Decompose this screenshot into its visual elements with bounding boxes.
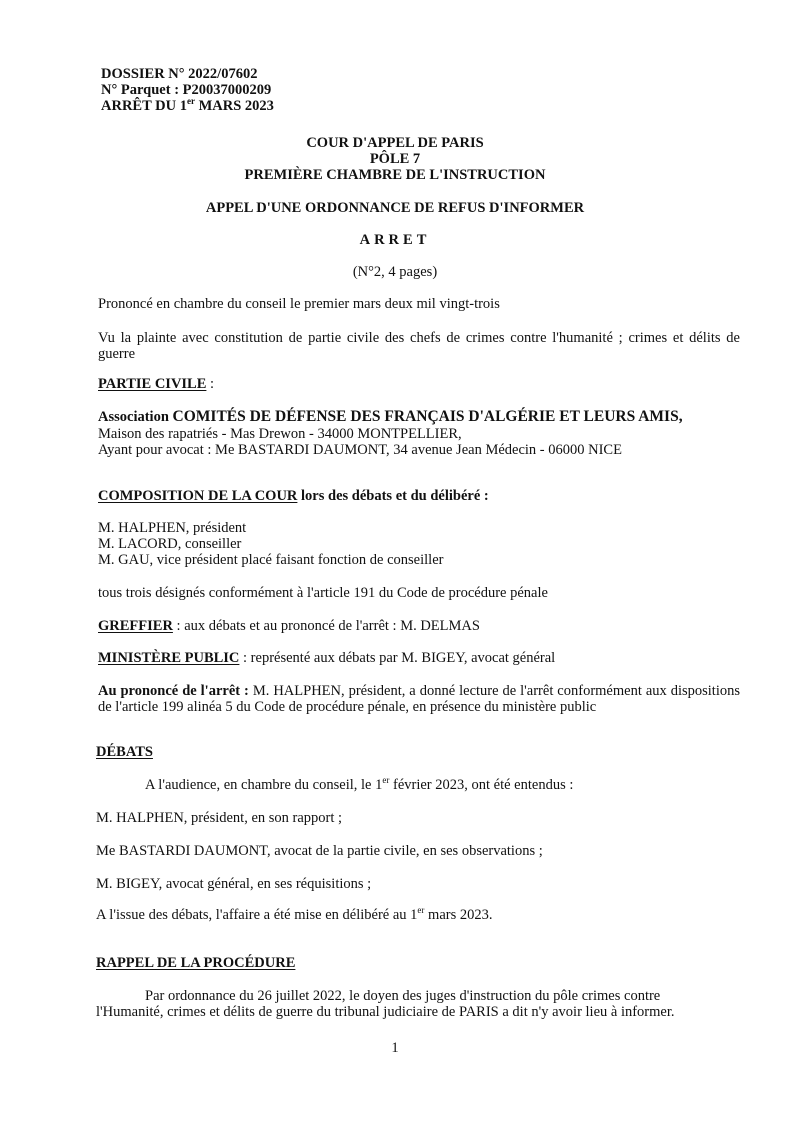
page-count: (N°2, 4 pages) bbox=[352, 264, 438, 280]
association-avocat: Ayant pour avocat : Me BASTARDI DAUMONT, 34 avenue Jean Médecin - 06000 NICE bbox=[98, 442, 622, 458]
association-name: Association COMITÉS DE DÉFENSE DES FRANÇAIS D'ALGÉRIE ET LEURS AMIS, bbox=[98, 408, 683, 425]
debats-item: Me BASTARDI DAUMONT, avocat de la partie civile, en ses observations ; bbox=[96, 843, 543, 859]
court-chamber: PREMIÈRE CHAMBRE DE L'INSTRUCTION bbox=[244, 167, 546, 183]
court-pole: PÔLE 7 bbox=[369, 151, 421, 167]
composition-note: tous trois désignés conformément à l'article 191 du Code de procédure pénale bbox=[98, 585, 548, 601]
association-address: Maison des rapatriés - Mas Drewon - 34000 MONTPELLIER, bbox=[98, 426, 462, 442]
arret-date: ARRÊT DU 1er MARS 2023 bbox=[101, 96, 274, 114]
case-subject: APPEL D'UNE ORDONNANCE DE REFUS D'INFORMER bbox=[205, 200, 585, 216]
debats-item: M. BIGEY, avocat général, en ses réquisitions ; bbox=[96, 876, 372, 892]
court-member: M. GAU, vice président placé faisant fonction de conseiller bbox=[98, 552, 444, 568]
prononce-line: Prononcé en chambre du conseil le premier mars deux mil vingt-trois bbox=[98, 296, 500, 312]
dossier-number: DOSSIER N° 2022/07602 bbox=[101, 66, 258, 82]
composition-heading: COMPOSITION DE LA COUR lors des débats et du délibéré : bbox=[98, 488, 489, 504]
greffier-line: GREFFIER : aux débats et au prononcé de l'arrêt : M. DELMAS bbox=[98, 618, 480, 634]
audience-line: A l'audience, en chambre du conseil, le 1er février 2023, ont été entendus : bbox=[145, 775, 574, 793]
rappel-line: l'Humanité, crimes et délits de guerre du tribunal judiciaire de PARIS a dit n'y avoir lieu à informer. bbox=[96, 1004, 675, 1020]
court-member: M. LACORD, conseiller bbox=[98, 536, 242, 552]
court-name: COUR D'APPEL DE PARIS bbox=[306, 135, 484, 151]
parquet-number: N° Parquet : P20037000209 bbox=[101, 82, 272, 98]
document-title: ARRET bbox=[359, 232, 431, 248]
page-number: 1 bbox=[391, 1040, 399, 1056]
ministere-public-line: MINISTÈRE PUBLIC : représenté aux débats par M. BIGEY, avocat général bbox=[98, 650, 556, 666]
partie-civile-heading: PARTIE CIVILE : bbox=[98, 376, 215, 392]
rappel-line: Par ordonnance du 26 juillet 2022, le doyen des juges d'instruction du pôle crimes contre bbox=[145, 988, 661, 1004]
court-member: M. HALPHEN, président bbox=[98, 520, 247, 536]
debats-item: M. HALPHEN, président, en son rapport ; bbox=[96, 810, 343, 826]
plainte-paragraph: Vu la plainte avec constitution de partie civile des chefs de crimes contre l'humanité ; crimes et délits de guerre bbox=[98, 330, 740, 362]
debats-heading: DÉBATS bbox=[96, 744, 153, 760]
prononce-arret-paragraph: Au prononcé de l'arrêt : M. HALPHEN, président, a donné lecture de l'arrêt conformément aux dispositions de l'article 199 alinéa 5 du Code de procédure pénale, en présence du ministère public bbox=[98, 683, 741, 715]
rappel-heading: RAPPEL DE LA PROCÉDURE bbox=[96, 955, 296, 971]
deliberation-line: A l'issue des débats, l'affaire a été mise en délibéré au 1er mars 2023. bbox=[96, 905, 493, 923]
